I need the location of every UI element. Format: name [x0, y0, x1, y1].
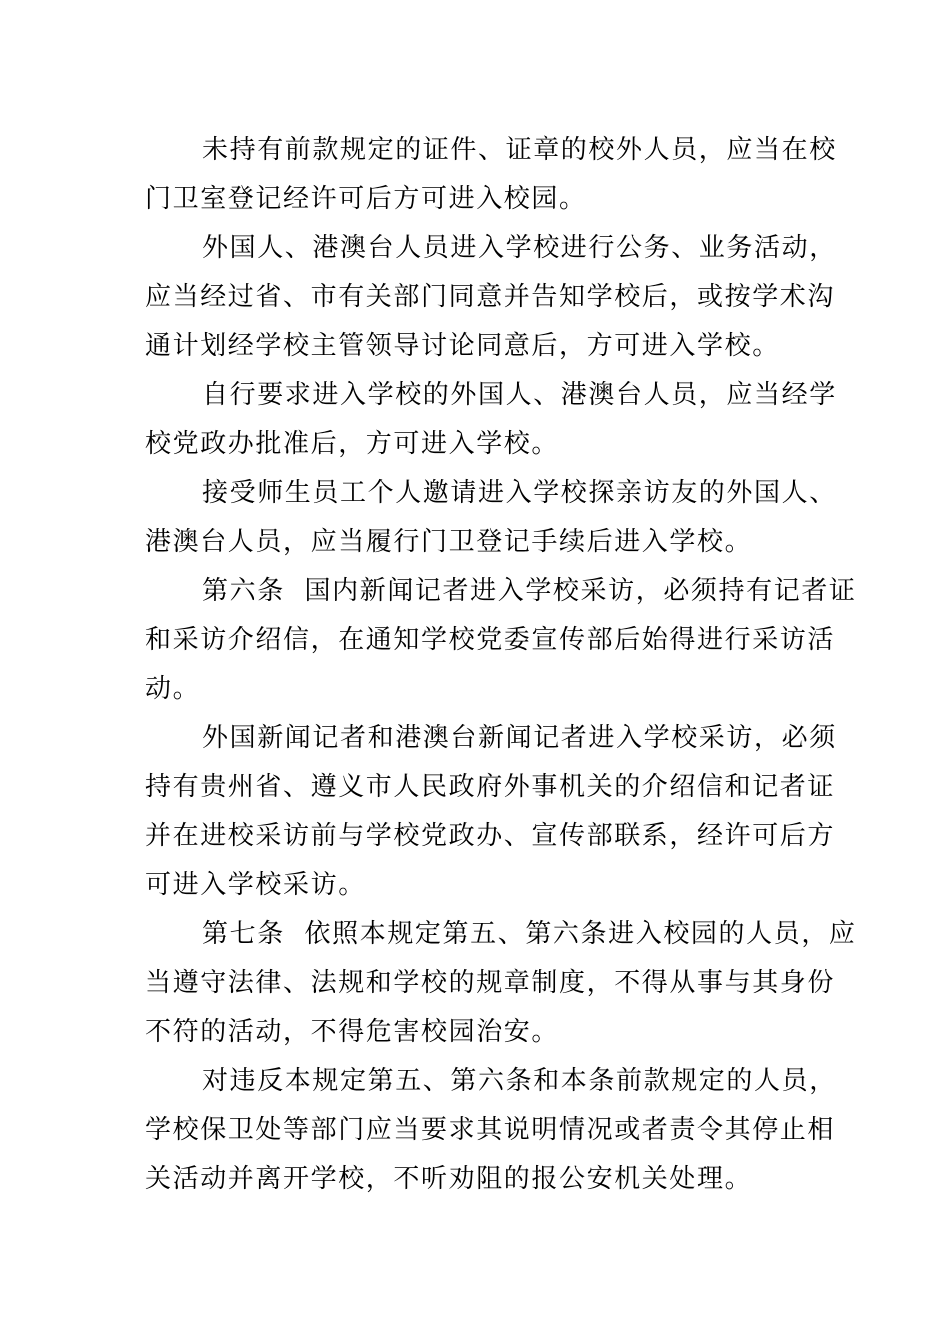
text-line: 接受师生员工个人邀请进入学校探亲访友的外国人、 [202, 478, 837, 508]
text-line: 校党政办批准后，方可进入学校。 [145, 429, 560, 459]
text-line: 关活动并离开学校，不听劝阻的报公安机关处理。 [145, 1164, 753, 1194]
text-line: 门卫室登记经许可后方可进入校园。 [145, 184, 587, 214]
text-line: 第七条 依照本规定第五、第六条进入校园的人员，应 [202, 919, 857, 949]
text-line: 并在进校采访前与学校党政办、宣传部联系，经许可后方 [145, 821, 836, 851]
text-line: 应当经过省、市有关部门同意并告知学校后，或按学术沟 [145, 282, 836, 312]
text-line: 外国人、港澳台人员进入学校进行公务、业务活动， [202, 233, 837, 263]
text-line: 对违反本规定第五、第六条和本条前款规定的人员， [202, 1066, 837, 1096]
text-line: 动。 [145, 674, 201, 704]
document-body [145, 126, 857, 1204]
text-line: 可进入学校采访。 [145, 870, 366, 900]
text-line: 通计划经学校主管领导讨论同意后，方可进入学校。 [145, 331, 780, 361]
text-line: 港澳台人员，应当履行门卫登记手续后进入学校。 [145, 527, 753, 557]
text-line: 和采访介绍信，在通知学校党委宣传部后始得进行采访活 [145, 625, 836, 655]
text-line: 自行要求进入学校的外国人、港澳台人员，应当经学 [202, 380, 837, 410]
text-line: 第六条 国内新闻记者进入学校采访，必须持有记者证 [202, 576, 857, 606]
text-line: 外国新闻记者和港澳台新闻记者进入学校采访，必须 [202, 723, 837, 753]
text-line: 持有贵州省、遵义市人民政府外事机关的介绍信和记者证 [145, 772, 836, 802]
text-line: 当遵守法律、法规和学校的规章制度，不得从事与其身份 [145, 968, 836, 998]
text-line: 学校保卫处等部门应当要求其说明情况或者责令其停止相 [145, 1115, 836, 1145]
text-line: 未持有前款规定的证件、证章的校外人员，应当在校 [202, 135, 837, 165]
text-line: 不符的活动，不得危害校园治安。 [145, 1017, 560, 1047]
